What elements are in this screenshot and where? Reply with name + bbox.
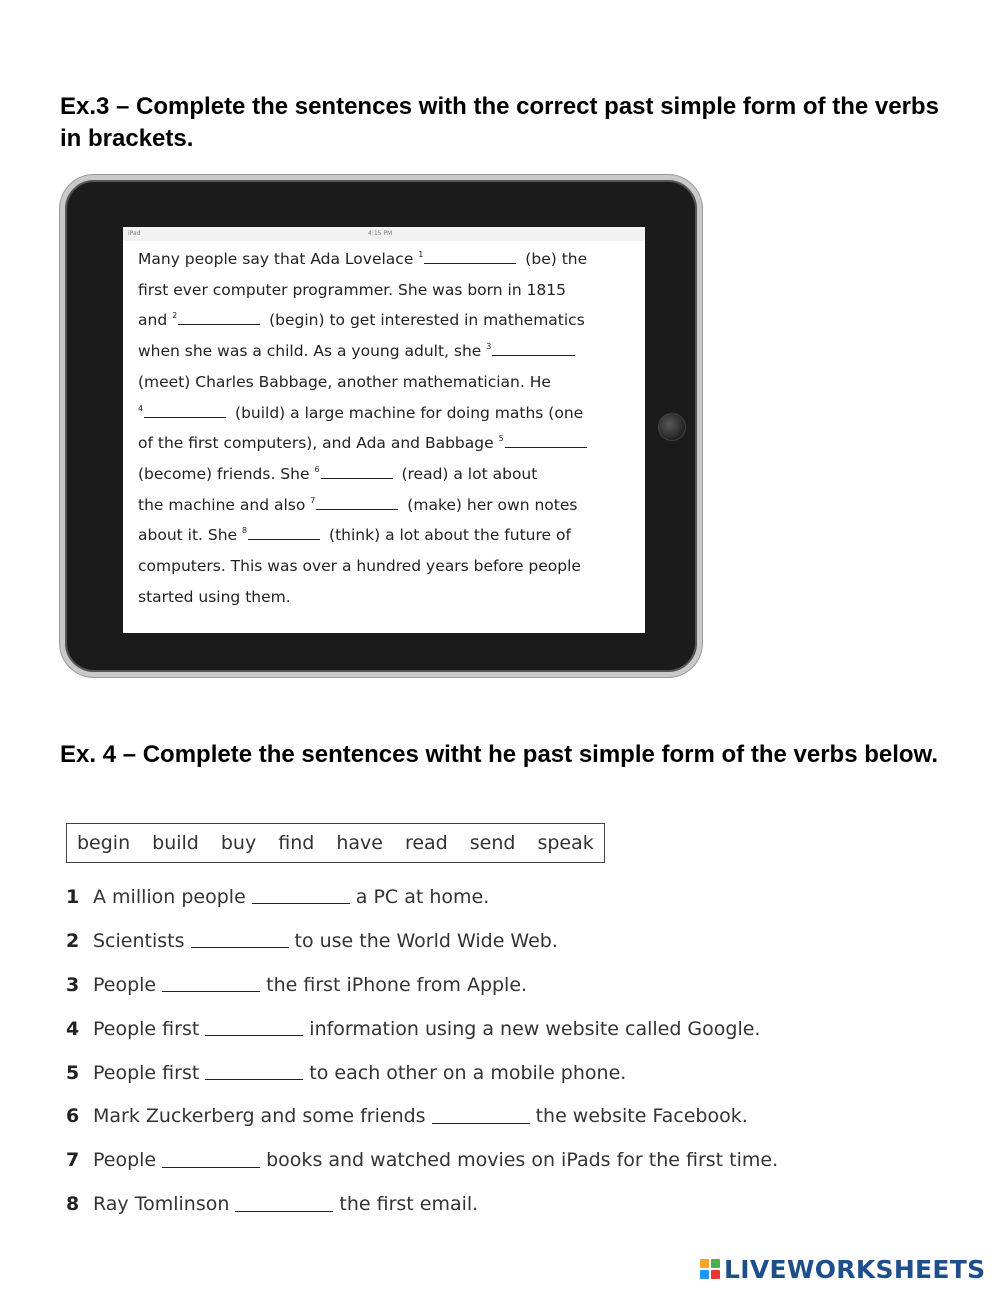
sentence-item <box>66 1182 966 1226</box>
home-button-icon <box>658 413 686 441</box>
passage-text: the machine and also <box>138 495 311 514</box>
sentence-item <box>66 919 966 963</box>
gap-number: 8 <box>242 526 248 536</box>
reading-passage <box>138 244 631 612</box>
sentence-item <box>66 1007 966 1051</box>
logo-text: LIVEWORKSHEETS <box>724 1254 986 1284</box>
exercise-3-heading: Ex.3 – Complete the sentences with the correct past simple form of the verbs in brackets. <box>60 93 939 152</box>
gap-number: 5 <box>498 434 504 444</box>
sentence-number: 4 <box>66 1017 80 1040</box>
passage-text: (think) a lot about the future of <box>324 526 571 545</box>
gap-number: 2 <box>172 311 178 321</box>
passage-text: (build) a large machine for doing maths (one <box>230 403 584 422</box>
sentence-text-before: Scientists <box>93 929 185 952</box>
passage-text: (begin) to get interested in mathematics <box>264 311 585 330</box>
logo-block <box>700 1259 709 1268</box>
passage-line <box>138 367 631 398</box>
word-bank-item: send <box>469 832 516 854</box>
passage-text: and <box>138 311 173 330</box>
passage-line <box>138 551 631 582</box>
passage-text: first ever computer programmer. She was born in 1815 <box>138 280 567 299</box>
answer-blank[interactable] <box>162 1153 260 1168</box>
logo-block <box>711 1270 720 1279</box>
answer-gap[interactable] <box>492 341 575 356</box>
word-bank <box>66 823 605 863</box>
word-bank-item: build <box>152 832 199 854</box>
answer-blank[interactable] <box>162 977 260 992</box>
answer-blank[interactable] <box>252 889 350 904</box>
passage-line <box>138 398 631 429</box>
word-bank-item: buy <box>220 832 257 854</box>
sentence-item <box>66 963 966 1007</box>
word-bank-item: have <box>336 832 383 854</box>
sentence-text-after: the first email. <box>339 1193 479 1216</box>
answer-blank[interactable] <box>191 933 289 948</box>
answer-gap[interactable] <box>248 525 320 540</box>
gap-number: 7 <box>310 495 316 505</box>
exercise-4-heading: Ex. 4 – Complete the sentences witht he past simple form of the verbs below. <box>60 741 938 768</box>
passage-text: (make) her own notes <box>402 495 578 514</box>
tablet-illustration <box>60 175 702 677</box>
sentence-text-before: People <box>93 1149 157 1172</box>
answer-blank[interactable] <box>205 1021 303 1036</box>
sentence-list <box>66 875 966 1226</box>
word-bank-item: read <box>404 832 448 854</box>
passage-line <box>138 428 631 459</box>
sentence-number: 5 <box>66 1061 80 1084</box>
sentence-item <box>66 1094 966 1138</box>
liveworksheets-logo <box>700 1254 985 1284</box>
word-bank-item: find <box>278 832 315 854</box>
sentence-text-after: the website Facebook. <box>535 1105 748 1128</box>
logo-blocks-icon <box>700 1259 720 1279</box>
passage-text: about it. She <box>138 526 243 545</box>
passage-line <box>138 520 631 551</box>
logo-block <box>711 1259 720 1268</box>
sentence-item <box>66 1051 966 1095</box>
answer-blank[interactable] <box>432 1109 530 1124</box>
passage-text: (become) friends. She <box>138 464 315 483</box>
tablet-screen <box>123 227 645 633</box>
sentence-number: 8 <box>66 1193 80 1216</box>
sentence-text-after: to use the World Wide Web. <box>294 929 558 952</box>
gap-number: 4 <box>138 403 144 413</box>
passage-text: computers. This was over a hundred years before people <box>138 557 581 576</box>
answer-blank[interactable] <box>205 1065 303 1080</box>
passage-text: (meet) Charles Babbage, another mathematician. He <box>138 372 551 391</box>
sentence-number: 7 <box>66 1149 80 1172</box>
passage-line <box>138 582 631 613</box>
passage-text: Many people say that Ada Lovelace <box>138 250 419 268</box>
passage-line <box>138 459 631 490</box>
passage-text: (read) a lot about <box>396 464 538 483</box>
sentence-text-after: books and watched movies on iPads for the first time. <box>266 1149 779 1172</box>
passage-line <box>138 305 631 336</box>
sentence-item <box>66 875 966 919</box>
sentence-text-before: Mark Zuckerberg and some friends <box>93 1105 426 1128</box>
passage-line <box>138 275 631 306</box>
answer-gap[interactable] <box>178 310 260 325</box>
sentence-text-after: a PC at home. <box>355 885 490 908</box>
gap-number: 3 <box>486 342 492 352</box>
answer-blank[interactable] <box>235 1197 333 1212</box>
sentence-number: 3 <box>66 973 80 996</box>
passage-line <box>138 490 631 521</box>
status-time: 4:15 PM <box>368 230 393 237</box>
answer-gap[interactable] <box>505 433 587 448</box>
answer-gap[interactable] <box>424 249 516 264</box>
sentence-item <box>66 1138 966 1182</box>
word-bank-item: begin <box>77 832 131 854</box>
logo-block <box>700 1270 709 1279</box>
sentence-number: 2 <box>66 929 80 952</box>
tablet-status-bar <box>123 227 645 241</box>
passage-text: started using them. <box>138 587 291 606</box>
sentence-text-before: Ray Tomlinson <box>93 1193 230 1216</box>
status-carrier: iPad <box>128 230 141 237</box>
passage-line <box>138 244 631 275</box>
passage-text: when she was a child. As a young adult, she <box>138 342 487 361</box>
sentence-number: 6 <box>66 1105 80 1128</box>
sentence-text-after: information using a new website called Google. <box>309 1017 761 1040</box>
passage-text: of the first computers), and Ada and Babbage <box>138 434 499 453</box>
sentence-text-before: A million people <box>93 885 246 908</box>
answer-gap[interactable] <box>321 464 393 479</box>
sentence-number: 1 <box>66 885 80 908</box>
sentence-text-before: People first <box>93 1017 200 1040</box>
sentence-text-after: the first iPhone from Apple. <box>266 973 528 996</box>
answer-gap[interactable] <box>144 403 226 418</box>
gap-number: 6 <box>314 464 320 474</box>
sentence-text-after: to each other on a mobile phone. <box>309 1061 627 1084</box>
answer-gap[interactable] <box>316 495 398 510</box>
gap-number: 1 <box>418 250 424 259</box>
sentence-text-before: People <box>93 973 157 996</box>
word-bank-item: speak <box>537 832 594 854</box>
passage-text: (be) the <box>520 250 588 268</box>
sentence-text-before: People first <box>93 1061 200 1084</box>
passage-line <box>138 336 631 367</box>
